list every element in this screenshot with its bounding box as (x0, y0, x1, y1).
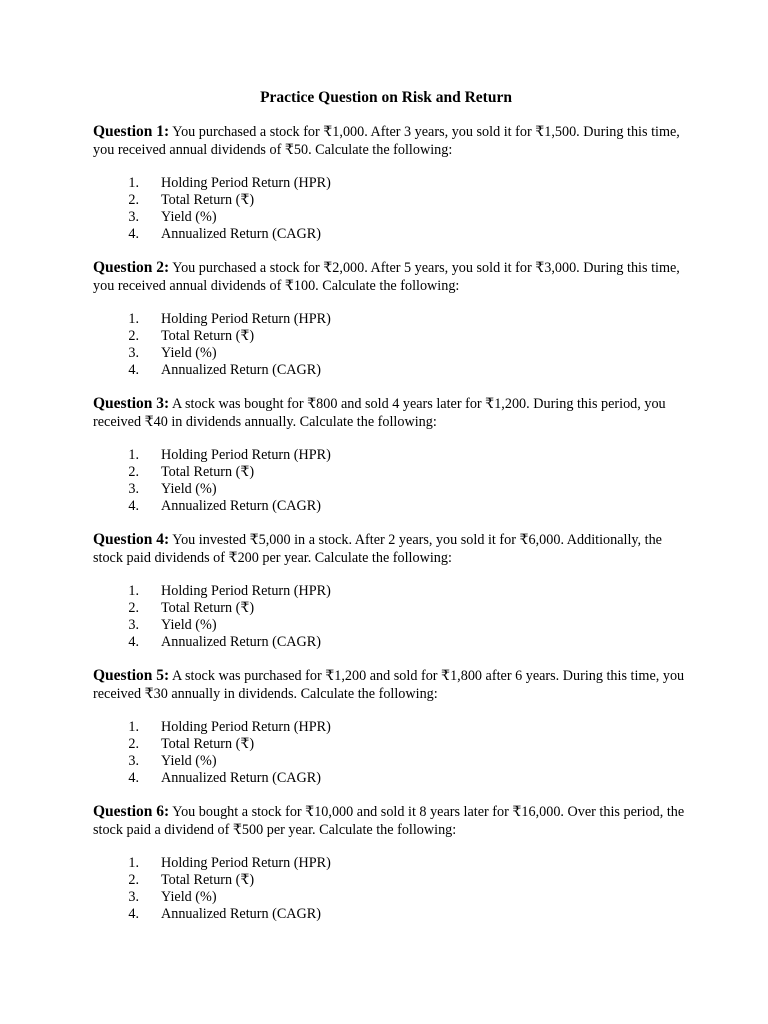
task-label: Annualized Return (CAGR) (161, 498, 321, 514)
question-text (93, 531, 693, 567)
question-text (93, 259, 693, 295)
task-label: Holding Period Return (HPR) (161, 719, 331, 735)
task-item (93, 583, 693, 600)
task-item (93, 192, 693, 209)
task-label: Annualized Return (CAGR) (161, 226, 321, 242)
task-number: 2. (128, 192, 139, 208)
question-label: Question 5: (93, 667, 170, 684)
task-number: 3. (128, 753, 139, 769)
task-label: Yield (%) (161, 753, 217, 769)
task-item (93, 736, 693, 753)
task-item (93, 345, 693, 362)
task-list (93, 311, 693, 379)
task-item (93, 617, 693, 634)
question-block (93, 531, 693, 651)
task-label: Holding Period Return (HPR) (161, 175, 331, 191)
task-item (93, 209, 693, 226)
task-number: 4. (128, 770, 139, 786)
document-title: Practice Question on Risk and Return (260, 89, 512, 106)
task-item (93, 498, 693, 515)
task-label: Annualized Return (CAGR) (161, 362, 321, 378)
task-number: 3. (128, 345, 139, 361)
question-body: You invested ₹5,000 in a stock. After 2 years, you sold it for ₹6,000. Additionally, the stock paid dividends of ₹200 per year. Calculate the following: (93, 532, 662, 566)
task-list (93, 175, 693, 243)
task-item (93, 872, 693, 889)
task-label: Total Return (₹) (161, 328, 255, 344)
task-item (93, 889, 693, 906)
question-body: You purchased a stock for ₹2,000. After 5 years, you sold it for ₹3,000. During this time, you received annual dividends of ₹100. Calculate the following: (93, 260, 680, 294)
question-list (93, 123, 693, 923)
task-number: 3. (128, 617, 139, 633)
task-item (93, 328, 693, 345)
question-block (93, 803, 693, 923)
task-number: 2. (128, 736, 139, 752)
task-item (93, 311, 693, 328)
question-block (93, 123, 693, 243)
task-label: Yield (%) (161, 209, 217, 225)
task-number: 2. (128, 872, 139, 888)
task-number: 1. (128, 855, 139, 871)
task-label: Holding Period Return (HPR) (161, 311, 331, 327)
task-item (93, 770, 693, 787)
task-number: 2. (128, 328, 139, 344)
task-label: Total Return (₹) (161, 872, 255, 888)
question-body: You purchased a stock for ₹1,000. After 3 years, you sold it for ₹1,500. During this time, you received annual dividends of ₹50. Calculate the following: (93, 124, 680, 158)
question-text (93, 395, 693, 431)
task-label: Yield (%) (161, 617, 217, 633)
task-label: Annualized Return (CAGR) (161, 906, 321, 922)
task-number: 3. (128, 889, 139, 905)
task-item (93, 481, 693, 498)
task-number: 1. (128, 447, 139, 463)
task-number: 1. (128, 583, 139, 599)
question-body: You bought a stock for ₹10,000 and sold it 8 years later for ₹16,000. Over this period, the stock paid a dividend of ₹500 per year. Calculate the following: (93, 804, 685, 838)
task-list (93, 719, 693, 787)
task-number: 4. (128, 498, 139, 514)
question-label: Question 2: (93, 259, 170, 276)
question-label: Question 4: (93, 531, 170, 548)
question-text (93, 667, 693, 703)
task-number: 4. (128, 906, 139, 922)
task-item (93, 906, 693, 923)
task-label: Total Return (₹) (161, 600, 255, 616)
task-item (93, 362, 693, 379)
task-list (93, 583, 693, 651)
task-number: 1. (128, 719, 139, 735)
task-number: 4. (128, 226, 139, 242)
task-number: 2. (128, 600, 139, 616)
task-item (93, 447, 693, 464)
question-text (93, 803, 693, 839)
question-label: Question 3: (93, 395, 170, 412)
task-number: 4. (128, 634, 139, 650)
question-label: Question 1: (93, 123, 170, 140)
task-label: Holding Period Return (HPR) (161, 447, 331, 463)
question-label: Question 6: (93, 803, 170, 820)
question-text (93, 123, 693, 159)
task-number: 1. (128, 311, 139, 327)
task-item (93, 600, 693, 617)
task-item (93, 634, 693, 651)
task-number: 1. (128, 175, 139, 191)
question-body: A stock was bought for ₹800 and sold 4 years later for ₹1,200. During this period, you received ₹40 in dividends annually. Calculate the following: (93, 396, 666, 430)
document-page (93, 88, 693, 939)
task-label: Total Return (₹) (161, 192, 255, 208)
task-item (93, 175, 693, 192)
task-number: 2. (128, 464, 139, 480)
task-list (93, 855, 693, 923)
task-label: Yield (%) (161, 889, 217, 905)
task-item (93, 753, 693, 770)
task-label: Yield (%) (161, 481, 217, 497)
task-label: Total Return (₹) (161, 464, 255, 480)
task-label: Holding Period Return (HPR) (161, 855, 331, 871)
task-list (93, 447, 693, 515)
task-item (93, 719, 693, 736)
question-block (93, 259, 693, 379)
task-number: 4. (128, 362, 139, 378)
task-number: 3. (128, 209, 139, 225)
task-label: Annualized Return (CAGR) (161, 634, 321, 650)
task-label: Yield (%) (161, 345, 217, 361)
task-label: Holding Period Return (HPR) (161, 583, 331, 599)
task-item (93, 226, 693, 243)
question-block (93, 667, 693, 787)
question-body: A stock was purchased for ₹1,200 and sold for ₹1,800 after 6 years. During this time, you received ₹30 annually in dividends. Calculate the following: (93, 668, 685, 702)
question-block (93, 395, 693, 515)
task-item (93, 464, 693, 481)
task-label: Annualized Return (CAGR) (161, 770, 321, 786)
task-number: 3. (128, 481, 139, 497)
task-item (93, 855, 693, 872)
task-label: Total Return (₹) (161, 736, 255, 752)
